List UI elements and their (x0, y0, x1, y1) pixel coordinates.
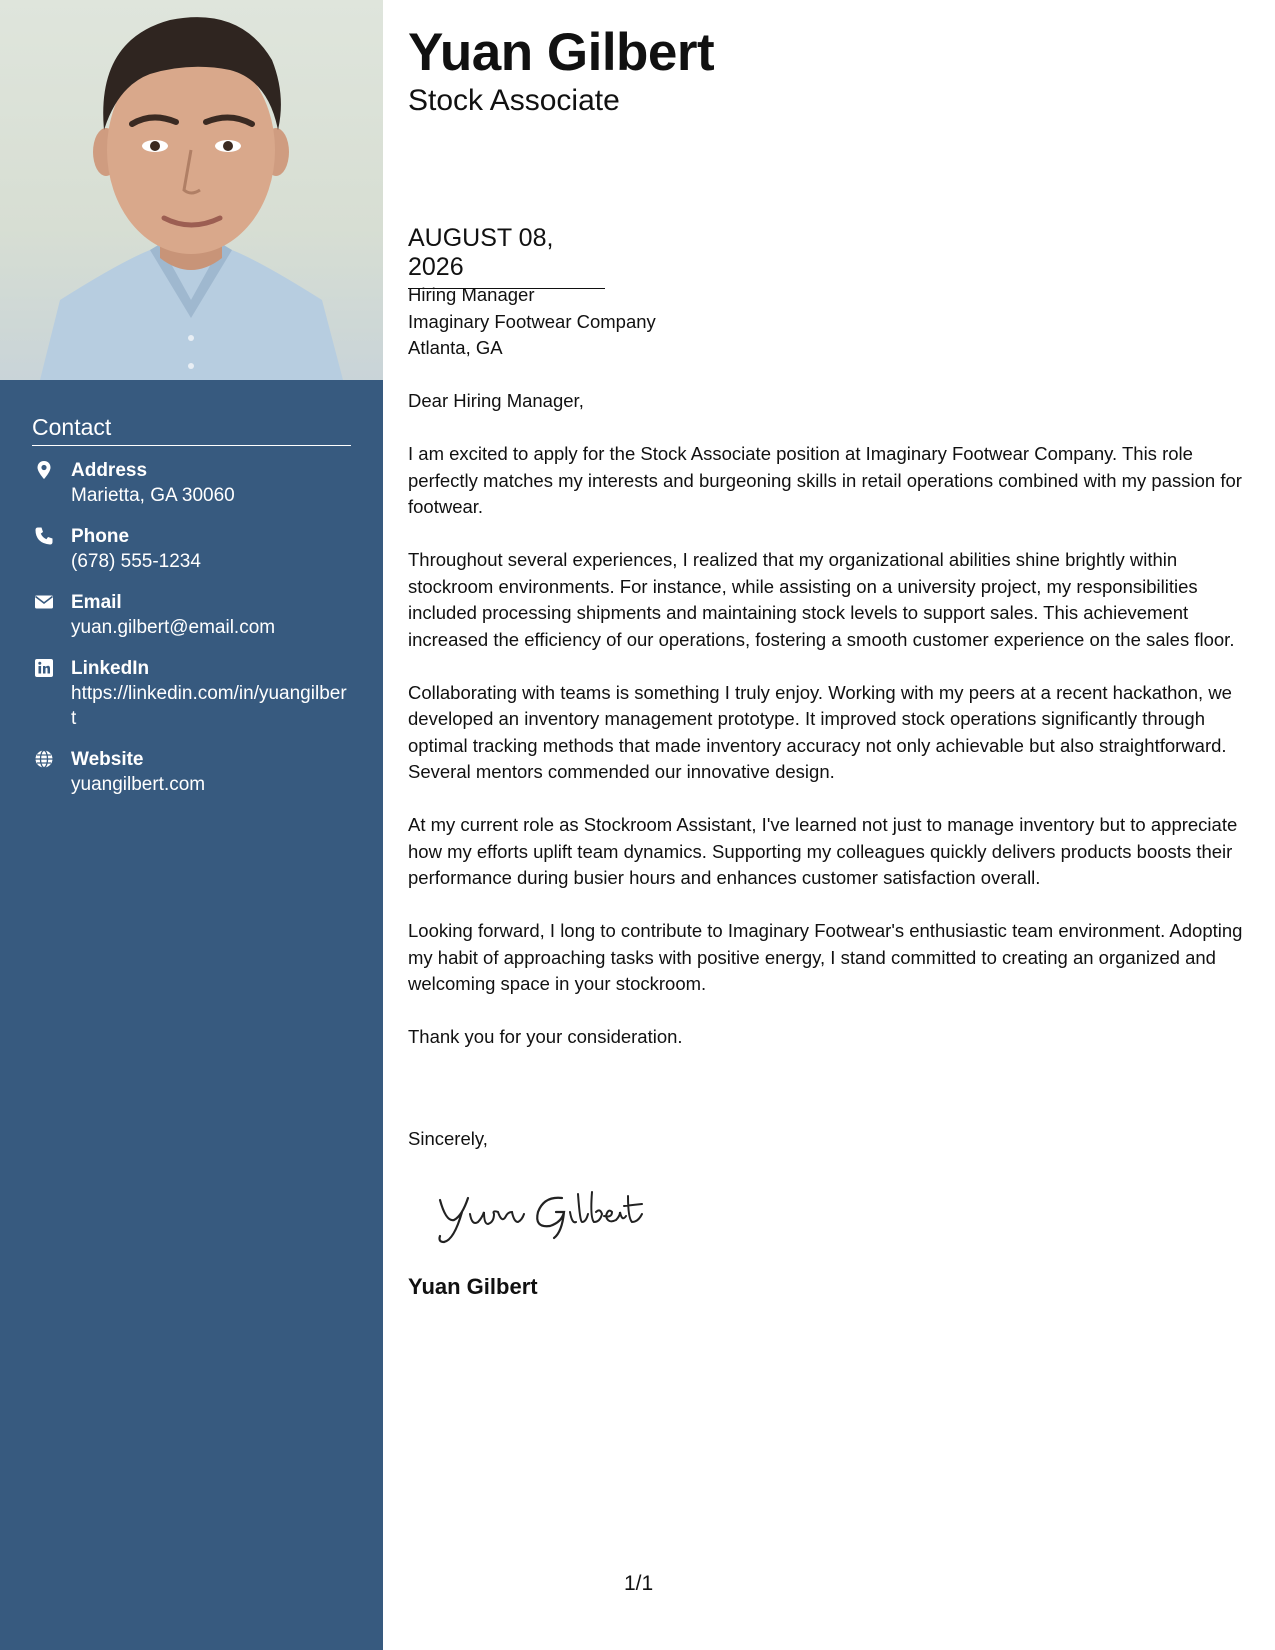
job-title: Stock Associate (408, 84, 620, 117)
letter-paragraph: Collaborating with teams is something I truly enjoy. Working with my peers at a recent hackathon, we developed an inventory management prototype. It improved stock operations significantly through optimal tracking methods that made inventory accuracy not only achievable but also straightforward. Several mentors commended our innovative design. (408, 681, 1232, 782)
contact-phone (32, 524, 351, 574)
contact-address (32, 458, 351, 508)
contact-section (32, 414, 351, 813)
email-icon (34, 592, 54, 612)
sidebar (0, 0, 383, 1650)
portrait-illustration (0, 0, 383, 380)
signature-image (432, 1182, 672, 1252)
signed-name: Yuan Gilbert (408, 1274, 538, 1299)
letter-paragraph: Throughout several experiences, I realized that my organizational abilities shine brightly within stockroom environments. For instance, while assisting on a university project, my responsibilities included processing shipments and maintaining stock levels to support sales. This achievement increased the efficiency of our operations, fostering a smooth customer experience on the sales floor. (408, 549, 1235, 650)
phone-icon (34, 526, 54, 546)
contact-website (32, 747, 351, 797)
contact-website-link[interactable]: yuangilbert.com (71, 774, 206, 795)
contact-linkedin-label: LinkedIn (71, 658, 150, 679)
greeting: Dear Hiring Manager, (408, 390, 584, 411)
contact-linkedin (32, 656, 351, 731)
recipient-line: Imaginary Footwear Company (408, 310, 656, 332)
page-number: 1/1 (624, 1572, 654, 1595)
contact-address-value: Marietta, GA 30060 (71, 485, 235, 506)
contact-phone-label: Phone (71, 526, 130, 547)
contact-email-value: yuan.gilbert@email.com (71, 617, 276, 638)
letter-paragraph: Thank you for your consideration. (408, 1026, 683, 1047)
letter-date: AUGUST 08, 2026 (408, 224, 605, 289)
linkedin-icon (34, 658, 54, 678)
recipient-line: Atlanta, GA (408, 337, 503, 358)
contact-linkedin-link[interactable]: https://linkedin.com/in/yuangilbert (71, 683, 347, 729)
contact-phone-value: (678) 555-1234 (71, 551, 201, 572)
contact-website-label: Website (71, 749, 144, 770)
globe-icon (34, 749, 54, 769)
contact-email-label: Email (71, 592, 122, 613)
letter-paragraph: At my current role as Stockroom Assistant, I've learned not just to manage inventory but to appreciate how my efforts uplift team dynamics. Supporting my colleagues quickly delivers products boosts their performance during busier hours and enhances customer satisfaction overall. (408, 814, 1238, 888)
letter-paragraph: Looking forward, I long to contribute to Imaginary Footwear's enthusiastic team environment. Adopting my habit of approaching tasks with positive energy, I stand committed to creating an organized and welcoming space in your stockroom. (408, 920, 1243, 994)
contact-address-label: Address (71, 460, 148, 481)
contact-heading: Contact (32, 414, 351, 446)
closing: Sincerely, (408, 1128, 488, 1149)
profile-photo (0, 0, 383, 380)
map-pin-icon (34, 460, 54, 480)
contact-email (32, 590, 351, 640)
applicant-name: Yuan Gilbert (408, 23, 715, 82)
recipient-line: Hiring Manager (408, 284, 535, 305)
recipient-block (408, 282, 656, 362)
letter-paragraph: I am excited to apply for the Stock Associate position at Imaginary Footwear Company. This role perfectly matches my interests and burgeoning skills in retail operations combined with my passion for footwear. (408, 443, 1242, 517)
letter-body (408, 388, 1253, 1077)
